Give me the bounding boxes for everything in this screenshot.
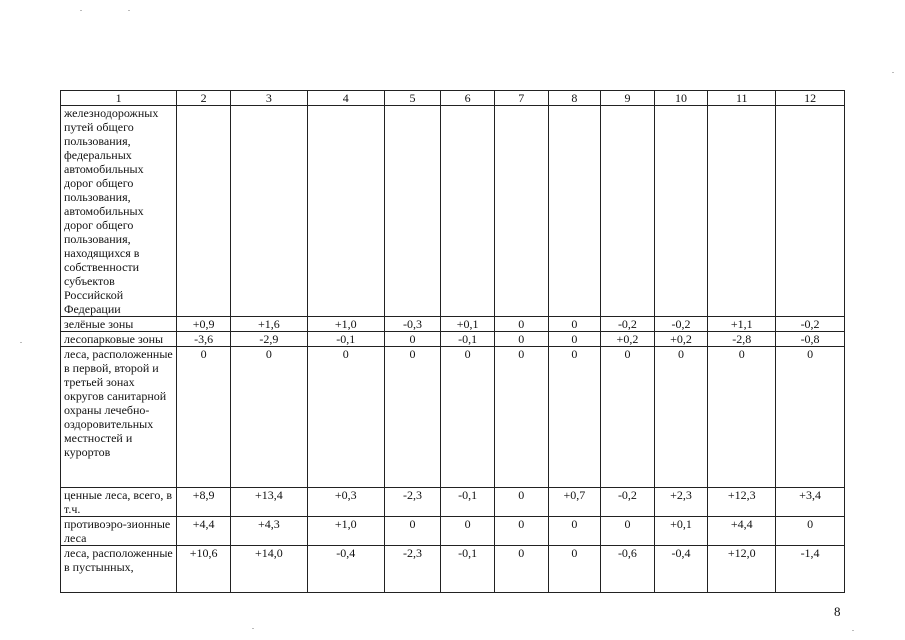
column-number-header: 11 <box>708 91 776 106</box>
value-cell <box>494 106 548 317</box>
value-cell: +12,0 <box>708 546 776 593</box>
table-row <box>61 517 845 546</box>
table-row <box>61 317 845 332</box>
value-cell: -0,2 <box>601 488 655 517</box>
value-cell: +4,4 <box>708 517 776 546</box>
value-cell: 0 <box>776 517 845 546</box>
value-cell: +12,3 <box>708 488 776 517</box>
value-cell: -0,1 <box>441 332 495 347</box>
value-cell: 0 <box>548 546 601 593</box>
value-cell: 0 <box>384 332 441 347</box>
row-label-cell: железнодорожных путей общего пользования, федеральных автомобильных дорог общего пользования, автомобильных дорог общего пользования, находящихся в собственности субъектов Российской Федерации <box>61 106 177 317</box>
value-cell: 0 <box>494 517 548 546</box>
value-cell: +4,4 <box>177 517 231 546</box>
value-cell: +0,7 <box>548 488 601 517</box>
value-cell: -1,4 <box>776 546 845 593</box>
value-cell: 0 <box>441 347 495 488</box>
value-cell: -2,3 <box>384 488 441 517</box>
value-cell: 0 <box>654 347 708 488</box>
value-cell: -0,1 <box>441 488 495 517</box>
value-cell: +0,1 <box>441 317 495 332</box>
scan-speck <box>128 10 130 11</box>
value-cell: -0,2 <box>654 317 708 332</box>
value-cell: 0 <box>384 347 441 488</box>
row-label-cell: зелёные зоны <box>61 317 177 332</box>
column-number-header: 3 <box>230 91 307 106</box>
value-cell: +0,1 <box>654 517 708 546</box>
value-cell: +8,9 <box>177 488 231 517</box>
column-number-header: 9 <box>601 91 655 106</box>
value-cell: -0,3 <box>384 317 441 332</box>
column-number-header: 5 <box>384 91 441 106</box>
value-cell: 0 <box>548 347 601 488</box>
value-cell: -0,2 <box>776 317 845 332</box>
scan-speck <box>852 630 854 631</box>
value-cell: 0 <box>776 347 845 488</box>
value-cell <box>384 106 441 317</box>
value-cell: +10,6 <box>177 546 231 593</box>
row-label-cell: леса, расположенные в первой, второй и третьей зонах округов санитарной охраны лечебно-оздоровительных местностей и курортов <box>61 347 177 488</box>
value-cell: 0 <box>601 517 655 546</box>
value-cell <box>776 106 845 317</box>
value-cell: +1,6 <box>230 317 307 332</box>
column-number-header: 10 <box>654 91 708 106</box>
value-cell: 0 <box>494 546 548 593</box>
value-cell: 0 <box>548 332 601 347</box>
value-cell: +4,3 <box>230 517 307 546</box>
value-cell <box>601 106 655 317</box>
column-number-header: 12 <box>776 91 845 106</box>
scan-speck <box>80 10 82 11</box>
value-cell: +1,1 <box>708 317 776 332</box>
value-cell: 0 <box>177 347 231 488</box>
column-number-header: 2 <box>177 91 231 106</box>
column-number-header: 8 <box>548 91 601 106</box>
value-cell <box>654 106 708 317</box>
table-row <box>61 106 845 317</box>
value-cell: -0,8 <box>776 332 845 347</box>
value-cell: 0 <box>494 347 548 488</box>
value-cell: -2,3 <box>384 546 441 593</box>
value-cell: 0 <box>230 347 307 488</box>
value-cell: -0,4 <box>307 546 384 593</box>
value-cell: -2,8 <box>708 332 776 347</box>
row-label-cell: противоэро-зионные леса <box>61 517 177 546</box>
value-cell: 0 <box>384 517 441 546</box>
value-cell <box>177 106 231 317</box>
value-cell: -0,6 <box>601 546 655 593</box>
value-cell: -0,1 <box>441 546 495 593</box>
value-cell <box>708 106 776 317</box>
column-number-header: 4 <box>307 91 384 106</box>
scan-speck <box>20 342 22 343</box>
value-cell: -2,9 <box>230 332 307 347</box>
value-cell: -0,2 <box>601 317 655 332</box>
column-number-header: 7 <box>494 91 548 106</box>
scan-speck <box>892 72 894 73</box>
value-cell: +0,9 <box>177 317 231 332</box>
value-cell: 0 <box>441 517 495 546</box>
table-row <box>61 347 845 488</box>
value-cell: +0,2 <box>654 332 708 347</box>
value-cell: +2,3 <box>654 488 708 517</box>
table-row <box>61 488 845 517</box>
value-cell <box>230 106 307 317</box>
value-cell: 0 <box>601 347 655 488</box>
value-cell: 0 <box>494 317 548 332</box>
value-cell <box>548 106 601 317</box>
data-table <box>60 90 845 593</box>
value-cell <box>441 106 495 317</box>
value-cell: -3,6 <box>177 332 231 347</box>
value-cell: -0,4 <box>654 546 708 593</box>
value-cell: +0,2 <box>601 332 655 347</box>
value-cell: 0 <box>494 332 548 347</box>
value-cell <box>307 106 384 317</box>
column-number-header: 1 <box>61 91 177 106</box>
column-number-header: 6 <box>441 91 495 106</box>
table-header-row <box>61 91 845 106</box>
row-label-cell: ценные леса, всего, в т.ч. <box>61 488 177 517</box>
value-cell: -0,1 <box>307 332 384 347</box>
page-number: 8 <box>834 604 841 619</box>
scan-speck <box>252 628 254 629</box>
table-row <box>61 546 845 593</box>
value-cell: 0 <box>548 517 601 546</box>
value-cell: +13,4 <box>230 488 307 517</box>
value-cell: 0 <box>307 347 384 488</box>
value-cell: 0 <box>548 317 601 332</box>
value-cell: 0 <box>708 347 776 488</box>
value-cell: +0,3 <box>307 488 384 517</box>
value-cell: 0 <box>494 488 548 517</box>
value-cell: +1,0 <box>307 517 384 546</box>
row-label-cell: леса, расположенные в пустынных, <box>61 546 177 593</box>
value-cell: +1,0 <box>307 317 384 332</box>
row-label-cell: лесопарковые зоны <box>61 332 177 347</box>
value-cell: +3,4 <box>776 488 845 517</box>
table-row <box>61 332 845 347</box>
value-cell: +14,0 <box>230 546 307 593</box>
